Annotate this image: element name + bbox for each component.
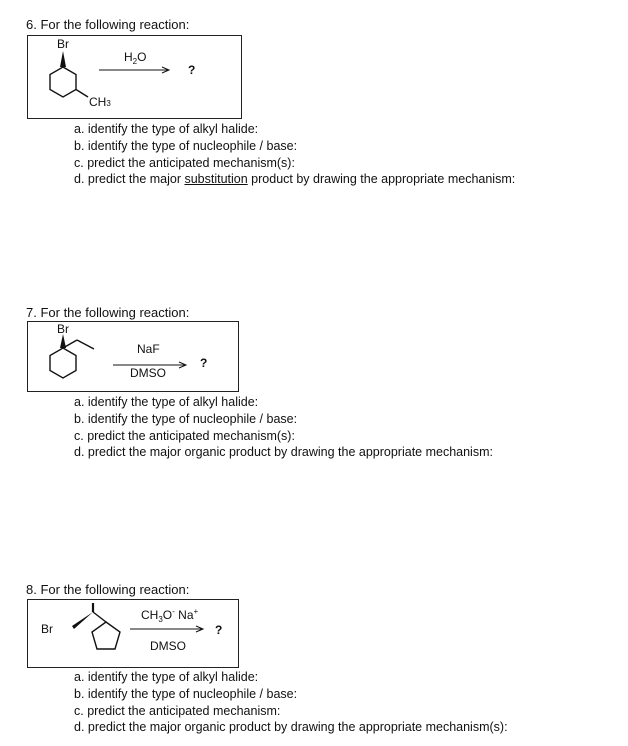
- q7-item-d: d. predict the major organic product by drawing the appropriate mechanism:: [74, 445, 493, 460]
- q7-reaction-box: [27, 321, 239, 392]
- q6-product-unknown: ?: [188, 63, 196, 77]
- q7-question-list: [74, 394, 493, 461]
- q6-item-b: b. identify the type of nucleophile / base:: [74, 138, 298, 153]
- q6-reagent-label: $H_2O$: [124, 50, 147, 66]
- q6-item-a: a. identify the type of alkyl halide:: [74, 122, 259, 136]
- q8-item-a: a. identify the type of alkyl halide:: [74, 670, 259, 684]
- q8-item-c: c. predict the anticipated mechanism:: [74, 703, 281, 718]
- q6-bromine-label: Br: [57, 37, 69, 51]
- q8-product-unknown: ?: [215, 623, 223, 637]
- q7-bromine-label: Br: [57, 322, 69, 336]
- q6-question-list: [74, 121, 515, 188]
- q7-methyl-bond-2: [77, 340, 94, 349]
- q6-reaction-box: [27, 35, 242, 119]
- q7-title: 7. For the following reaction:: [26, 305, 190, 320]
- q7-product-unknown: ?: [200, 356, 208, 370]
- q8-solvent-label: DMSO: [150, 639, 186, 653]
- q6-methyl-label: CH3: [89, 95, 111, 109]
- q8-reaction-scheme: [28, 600, 238, 667]
- q6-item-c: c. predict the anticipated mechanism(s):: [74, 155, 295, 170]
- q8-cyclopentane-ring: [92, 622, 120, 649]
- q8-question-list: [74, 669, 508, 736]
- q6-item-d: d. predict the major substitution product by drawing the appropriate mechanism:: [74, 172, 516, 187]
- q8-item-d: d. predict the major organic product by drawing the appropriate mechanism(s):: [74, 720, 508, 735]
- q7-reagent-label: NaF: [137, 342, 160, 356]
- q8-reaction-box: [27, 599, 239, 668]
- q6-methyl-bond: [76, 90, 88, 98]
- q8-wedge-bond: [72, 612, 93, 629]
- q6-title: 6. For the following reaction:: [26, 17, 190, 32]
- q7-cyclohexane-ring: [50, 348, 76, 378]
- q7-item-c: c. predict the anticipated mechanism(s):: [74, 428, 295, 443]
- q6-cyclohexane-ring: [50, 67, 76, 97]
- q7-item-a: a. identify the type of alkyl halide:: [74, 395, 259, 409]
- q8-reagent-label: $CH_3O^-$ Na+: [141, 607, 199, 624]
- q8-carbon-bond: [93, 612, 106, 622]
- q6-item-d-emphasis: substitution: [184, 172, 248, 187]
- q8-item-b: b. identify the type of nucleophile / base:: [74, 686, 298, 701]
- q7-wedge-bond: [60, 334, 66, 348]
- q6-wedge-bond: [60, 51, 66, 67]
- q7-item-b: b. identify the type of nucleophile / base:: [74, 411, 298, 426]
- q7-solvent-label: DMSO: [130, 366, 166, 380]
- q8-title: 8. For the following reaction:: [26, 582, 190, 597]
- q8-bromine-label: Br: [41, 622, 53, 636]
